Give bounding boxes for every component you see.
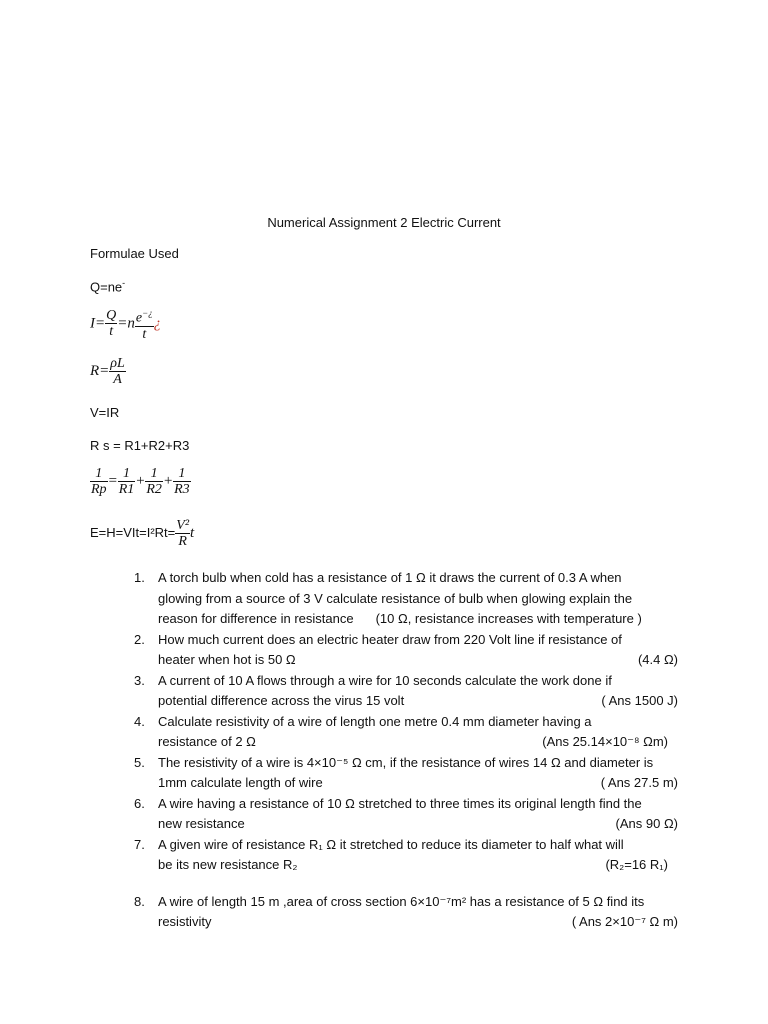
fraction-denominator: R bbox=[178, 534, 187, 549]
list-item bbox=[130, 712, 678, 753]
question-text: A torch bulb when cold has a resistance of 1 Ω it draws the current of 0.3 A when bbox=[158, 570, 622, 585]
question-text: How much current does an electric heater draw from 220 Volt line if resistance of bbox=[158, 631, 622, 647]
formula-current-lhs: I= bbox=[90, 315, 106, 332]
list-item bbox=[130, 671, 678, 712]
question-text: A current of 10 A flows through a wire for 10 seconds calculate the work done if bbox=[158, 672, 612, 688]
question-text: Calculate resistivity of a wire of length one metre 0.4 mm diameter having a bbox=[158, 713, 592, 729]
question-text: A wire having a resistance of 10 Ω stretched to three times its original length find the bbox=[158, 795, 642, 811]
question-answer: ( Ans 27.5 m) bbox=[600, 775, 678, 790]
question-text: potential difference across the virus 15 volt bbox=[158, 693, 405, 708]
formula-parallel bbox=[90, 466, 191, 497]
equals-sign: = bbox=[107, 472, 118, 489]
question-number: 1. bbox=[134, 570, 145, 585]
plus-sign: + bbox=[162, 472, 174, 489]
question-number: 2. bbox=[134, 631, 145, 647]
fraction-denominator: R3 bbox=[174, 482, 190, 497]
question-text-with-answer bbox=[158, 773, 678, 794]
question-text: reason for difference in resistance bbox=[158, 611, 354, 626]
fraction-rho-l-over-a bbox=[109, 356, 126, 387]
question-answer: (Ans 25.14×10⁻⁸ Ωm) bbox=[542, 734, 668, 749]
question-number: 7. bbox=[134, 836, 145, 852]
fraction-denominator: t bbox=[142, 326, 147, 342]
question-text: The resistivity of a wire is 4×10⁻⁵ Ω cm, if the resistance of wires 14 Ω and diameter is bbox=[158, 754, 654, 770]
plus-sign: + bbox=[135, 472, 146, 489]
question-text: resistivity bbox=[158, 914, 212, 929]
formula-ohm: V=IR bbox=[90, 405, 120, 420]
question-text: new resistance bbox=[158, 816, 245, 831]
question-text-with-answer bbox=[158, 650, 678, 671]
fraction-denominator: Rp bbox=[91, 482, 107, 497]
formula-resistance bbox=[90, 356, 126, 387]
formula-charge-text: Q=ne bbox=[90, 279, 123, 295]
question-text: glowing from a source of 3 V calculate resistance of bulb when glowing explain the bbox=[158, 590, 633, 606]
formula-energy-lhs: E=H=VIt=I²Rt= bbox=[90, 524, 176, 540]
question-number: 6. bbox=[134, 795, 145, 811]
fraction-denominator: R1 bbox=[118, 482, 135, 497]
electron-symbol: e bbox=[135, 310, 143, 326]
question-answer: ( Ans 2×10⁻⁷ Ω m) bbox=[571, 914, 678, 929]
question-text: resistance of 2 Ω bbox=[158, 734, 256, 749]
list-item bbox=[130, 892, 678, 933]
fraction-numerator: Q bbox=[106, 308, 117, 324]
list-item bbox=[130, 630, 678, 671]
fraction-e-over-t bbox=[135, 306, 154, 342]
fraction-numerator bbox=[135, 306, 154, 327]
fraction-denominator: t bbox=[109, 324, 114, 340]
question-answer: (10 Ω, resistance increases with temperature ) bbox=[375, 611, 642, 626]
formula-series: R s = R1+R2+R3 bbox=[90, 438, 190, 453]
question-number: 4. bbox=[134, 713, 145, 729]
question-text-with-answer bbox=[158, 732, 678, 753]
question-text-with-answer bbox=[158, 691, 678, 712]
formula-current-tail: ¿ bbox=[153, 315, 162, 332]
electron-sup: −¿ bbox=[142, 308, 153, 318]
list-item bbox=[130, 568, 678, 630]
question-text: 1mm calculate length of wire bbox=[158, 775, 323, 790]
fraction-numerator: V² bbox=[176, 518, 190, 533]
fraction-numerator: 1 bbox=[90, 466, 108, 482]
fraction-numerator: 1 bbox=[173, 466, 191, 482]
fraction-one-over-r3 bbox=[173, 466, 191, 497]
list-item bbox=[130, 835, 678, 876]
page-title: Numerical Assignment 2 Electric Current bbox=[267, 215, 501, 230]
formula-current-mid: =n bbox=[117, 315, 135, 332]
fraction-numerator: 1 bbox=[145, 466, 163, 482]
question-text: heater when hot is 50 Ω bbox=[158, 652, 296, 667]
fraction-q-over-t bbox=[105, 308, 117, 339]
formula-resistance-lhs: R= bbox=[90, 362, 110, 379]
fraction-numerator: 1 bbox=[118, 466, 136, 482]
fraction-v2-over-r bbox=[175, 518, 190, 549]
question-text: be its new resistance R₂ bbox=[158, 857, 298, 872]
question-text-with-answer bbox=[158, 609, 678, 630]
fraction-one-over-rp bbox=[90, 466, 108, 497]
question-number: 8. bbox=[134, 893, 145, 909]
question-answer: ( Ans 1500 J) bbox=[601, 693, 678, 708]
formula-energy bbox=[90, 518, 194, 549]
question-number: 3. bbox=[134, 672, 145, 688]
question-text: A given wire of resistance R₁ Ω it stretched to reduce its diameter to half what will bbox=[158, 836, 624, 852]
question-text-with-answer bbox=[158, 912, 678, 933]
question-text-with-answer bbox=[158, 814, 678, 835]
formula-energy-t: t bbox=[190, 524, 195, 541]
question-answer: (R₂=16 R₁) bbox=[605, 857, 668, 872]
question-number: 5. bbox=[134, 754, 145, 770]
question-text-with-answer bbox=[158, 855, 678, 876]
list-item bbox=[130, 753, 678, 794]
question-answer: (Ans 90 Ω) bbox=[615, 816, 678, 831]
question-list bbox=[130, 568, 678, 933]
fraction-one-over-r2 bbox=[145, 466, 163, 497]
formula-current bbox=[90, 306, 161, 342]
formula-charge bbox=[90, 278, 125, 294]
fraction-numerator: ρL bbox=[110, 356, 125, 371]
question-answer: (4.4 Ω) bbox=[637, 652, 678, 667]
question-text: A wire of length 15 m ,area of cross section 6×10⁻⁷m² has a resistance of 5 Ω find its bbox=[158, 893, 645, 909]
fraction-denominator: R2 bbox=[146, 482, 162, 497]
fraction-one-over-r1 bbox=[118, 466, 136, 497]
formulae-heading: Formulae Used bbox=[90, 246, 179, 261]
list-item bbox=[130, 794, 678, 835]
formula-charge-sup: - bbox=[122, 278, 126, 288]
fraction-denominator: A bbox=[113, 372, 122, 387]
